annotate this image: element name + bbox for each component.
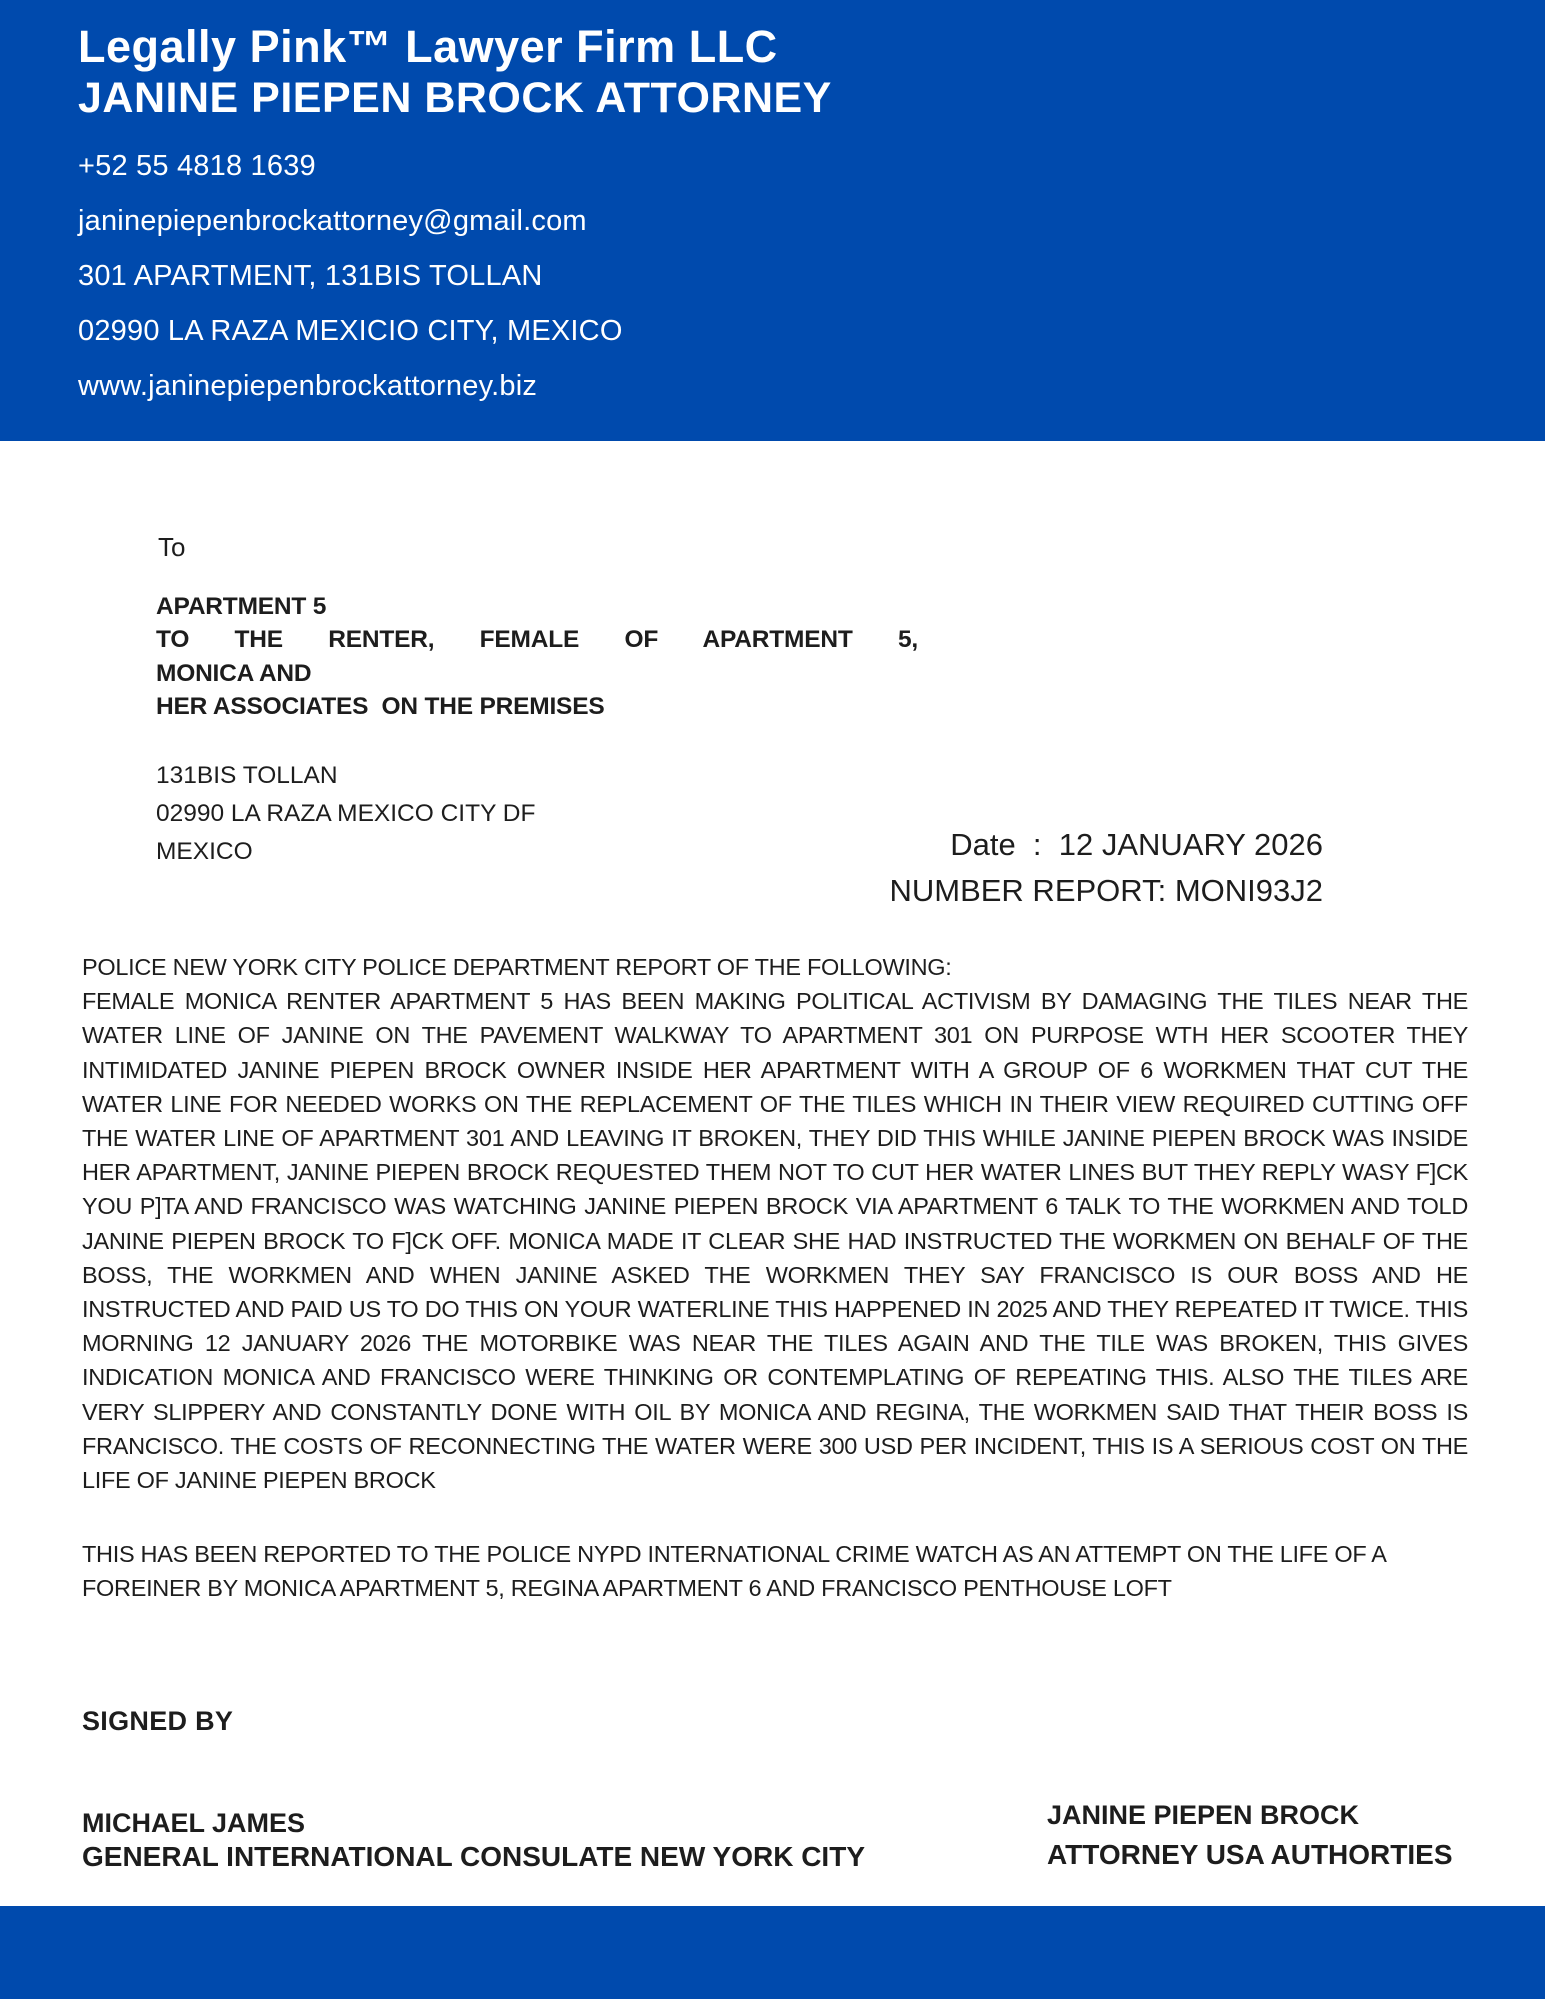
signatory-title-right: ATTORNEY USA AUTHORTIES — [1047, 1839, 1453, 1870]
contact-info — [78, 139, 1485, 414]
recipient-block — [156, 590, 918, 724]
signature-block-right — [1047, 1796, 1453, 1874]
recipient-line-renter: TO THE RENTER, FEMALE OF APARTMENT 5, — [156, 626, 918, 654]
attorney-name: JANINE PIEPEN BROCK ATTORNEY — [78, 74, 832, 123]
phone-number: +52 55 4818 1639 — [78, 149, 316, 182]
report-paragraph-1: FEMALE MONICA RENTER APARTMENT 5 HAS BEEN MAKING POLITICAL ACTIVISM BY DAMAGING THE TILES NEAR THE WATER LINE OF JANINE ON THE PAVEMENT WALKWAY TO APARTMENT 301 ON PURPOSE WTH HER SCOOTER THEY INTIMIDATED JANINE PIEPEN BROCK OWNER INSIDE HER APARTMENT WITH A GROUP OF 6 WORKMEN THAT CUT THE WATER LINE FOR NEEDED WORKS ON THE REPLACEMENT OF THE TILES WHICH IN THEIR VIEW REQUIRED CUTTING OFF THE WATER LINE OF APARTMENT 301 AND LEAVING IT BROKEN, THEY DID THIS WHILE JANINE PIEPEN BROCK WAS INSIDE HER APARTMENT, JANINE PIEPEN BROCK REQUESTED THEM NOT TO CUT HER WATER LINES BUT THEY REPLY WASY F]CK YOU P]TA AND FRANCISCO WAS WATCHING JANINE PIEPEN BROCK VIA APARTMENT 6 TALK TO THE WORKMEN AND TOLD JANINE PIEPEN BROCK TO F]CK OFF. MONICA MADE IT CLEAR SHE HAD INSTRUCTED THE WORKMEN ON BEHALF OF THE BOSS, THE WORKMEN AND WHEN JANINE ASKED THE WORKMEN THEY SAY FRANCISCO IS OUR BOSS AND HE INSTRUCTED AND PAID US TO DO THIS ON YOUR WATERLINE THIS HAPPENED IN 2025 AND THEY REPEATED IT TWICE. THIS MORNING 12 JANUARY 2026 THE MOTORBIKE WAS NEAR THE TILES AGAIN AND THE TILE WAS BROKEN, THIS GIVES INDICATION MONICA AND FRANCISCO WERE THINKING OR CONTEMPLATING OF REPEATING THIS. ALSO THE TILES ARE VERY SLIPPERY AND CONSTANTLY DONE WITH OIL BY MONICA AND REGINA, THE WORKMEN SAID THAT THEIR BOSS IS FRANCISCO. THE COSTS OF RECONNECTING THE WATER WERE 300 USD PER INCIDENT, THIS IS A SERIOUS COST ON THE LIFE OF JANINE PIEPEN BROCK — [82, 988, 1468, 1494]
signed-by-label: SIGNED BY — [82, 1706, 234, 1736]
signatory-name-right: JANINE PIEPEN BROCK — [1047, 1800, 1360, 1830]
firm-name: Legally Pink™ Lawyer Firm LLC — [78, 21, 778, 72]
recipient-line-associates: HER ASSOCIATES ON THE PREMISES — [156, 693, 605, 721]
recipient-line-monica: MONICA AND — [156, 659, 312, 687]
recipient-city: 02990 LA RAZA MEXICO CITY DF — [156, 800, 536, 827]
report-number-line: NUMBER REPORT: MONI93J2 — [889, 873, 1323, 908]
letterhead — [0, 0, 1545, 441]
city-address: 02990 LA RAZA MEXICIO CITY, MEXICO — [78, 314, 623, 347]
signatory-title-left: GENERAL INTERNATIONAL CONSULATE NEW YORK CITY — [82, 1841, 865, 1872]
date-report-block — [889, 822, 1323, 914]
date-line: Date : 12 JANUARY 2026 — [950, 827, 1323, 862]
report-body — [82, 950, 1468, 1606]
report-paragraph-2: THIS HAS BEEN REPORTED TO THE POLICE NYPD INTERNATIONAL CRIME WATCH AS AN ATTEMPT ON THE LIFE OF A FOREINER BY MONICA APARTMENT 5, REGINA APARTMENT 6 AND FRANCISCO PENTHOUSE LOFT — [82, 1541, 1386, 1602]
recipient-line-apartment: APARTMENT 5 — [156, 593, 327, 620]
street-address: 301 APARTMENT, 131BIS TOLLAN — [78, 259, 543, 292]
signatory-name-left: MICHAEL JAMES — [82, 1808, 306, 1838]
signature-block-left — [82, 1806, 865, 1874]
to-label: To — [158, 532, 186, 562]
recipient-address — [156, 757, 535, 871]
recipient-country: MEXICO — [156, 838, 253, 865]
website-url: www.janinepiepenbrockattorney.biz — [78, 369, 538, 402]
footer-band — [0, 1906, 1545, 1999]
report-intro-line: POLICE NEW YORK CITY POLICE DEPARTMENT REPORT OF THE FOLLOWING: — [82, 954, 952, 980]
email-address: janinepiepenbrockattorney@gmail.com — [78, 204, 587, 237]
recipient-street: 131BIS TOLLAN — [156, 762, 338, 789]
